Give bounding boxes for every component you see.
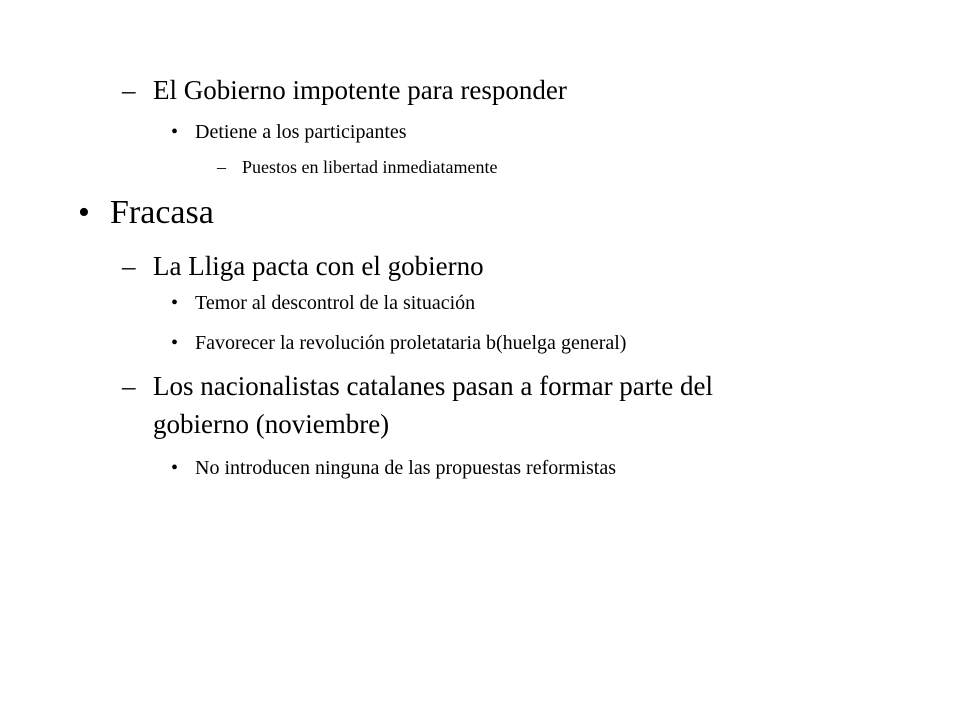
bullet-marker: • <box>78 194 90 231</box>
dash-marker: – <box>122 75 136 105</box>
bullet-marker: • <box>171 292 179 314</box>
bullet-text: No introducen ninguna de las propuestas reformistas <box>195 457 617 479</box>
dash-marker: – <box>217 157 226 177</box>
bullet-text: Temor al descontrol de la situación <box>195 292 476 314</box>
subpoint-text: La Lliga pacta con el gobierno <box>153 251 484 281</box>
bullet-marker: • <box>171 457 179 479</box>
subpoint-text: El Gobierno impotente para responder <box>153 75 567 105</box>
bullet-marker: • <box>171 332 179 354</box>
bullet-text: Fracasa <box>110 194 214 231</box>
bullet-text: Favorecer la revolución proletataria b(huelga general) <box>195 332 627 354</box>
subpoint-text-line1: Los nacionalistas catalanes pasan a formar parte del <box>153 371 713 401</box>
dash-marker: – <box>122 371 136 401</box>
subpoint-text-line2: gobierno (noviembre) <box>153 409 390 439</box>
bullet-marker: • <box>171 121 179 143</box>
bullet-text: Detiene a los participantes <box>195 121 407 143</box>
subpoint-text: Puestos en libertad inmediatamente <box>242 157 498 177</box>
dash-marker: – <box>122 251 136 281</box>
